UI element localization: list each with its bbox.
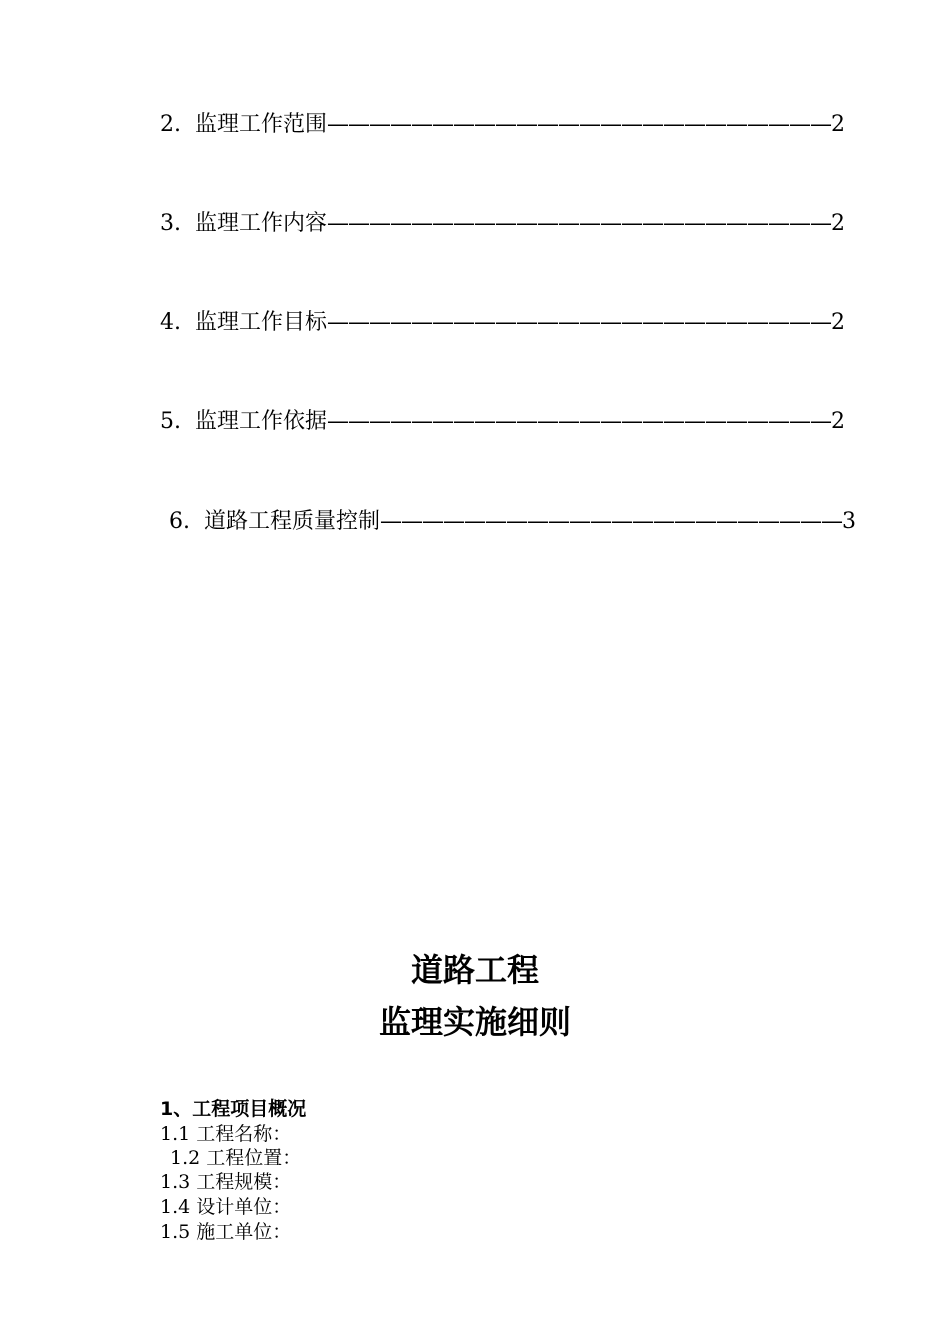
toc-entry[interactable] (160, 310, 845, 336)
toc-entry-leader: ———————————————————————— (327, 211, 832, 236)
toc-entry[interactable] (169, 509, 856, 535)
toc-entry-page: 2 (831, 112, 846, 137)
toc-entry-page: 2 (831, 310, 846, 335)
toc-entry-leader: —————————————————————— (380, 509, 843, 534)
toc-entry[interactable] (160, 409, 845, 435)
toc-entry-leader: ———————————————————————— (327, 310, 832, 335)
toc-entry-number: 5. (160, 409, 181, 434)
toc-entry-title: 道路工程质量控制 (204, 509, 381, 534)
toc-entry-number: 3. (160, 211, 181, 236)
toc-entry[interactable] (160, 112, 845, 138)
section-item: 1.5 施工单位： (160, 1221, 292, 1243)
section-item: 1.1 工程名称： (160, 1123, 292, 1145)
document-title-line-2: 监理实施细则 (378, 1003, 571, 1041)
toc-entry-page: 2 (831, 211, 846, 236)
section-item: 1.4 设计单位： (160, 1196, 292, 1218)
toc-entry-page: 3 (842, 509, 857, 534)
toc-entry-number: 6. (169, 509, 190, 534)
section-item: 1.2 工程位置： (170, 1147, 302, 1169)
document-title-line-1: 道路工程 (410, 951, 539, 989)
toc-entry-leader: ———————————————————————— (327, 112, 832, 137)
toc-entry-title: 监理工作内容 (195, 211, 328, 236)
toc-entry-title: 监理工作范围 (195, 112, 328, 137)
toc-entry-title: 监理工作依据 (195, 409, 328, 434)
section-item: 1.3 工程规模： (160, 1171, 292, 1193)
toc-entry[interactable] (160, 211, 845, 237)
toc-entry-number: 2. (160, 112, 181, 137)
toc-entry-leader: ———————————————————————— (327, 409, 832, 434)
toc-entry-page: 2 (831, 409, 846, 434)
section-heading: 1、工程项目概况 (160, 1098, 307, 1120)
toc-entry-number: 4. (160, 310, 181, 335)
toc-entry-title: 监理工作目标 (195, 310, 328, 335)
